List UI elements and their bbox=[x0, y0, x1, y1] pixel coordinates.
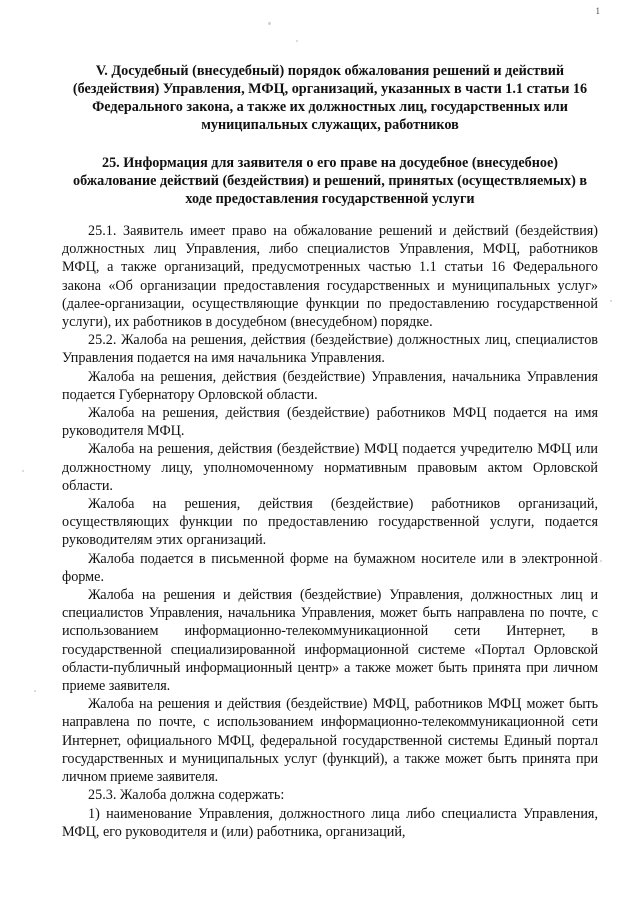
section-heading: V. Досудебный (внесудебный) порядок обжалования решений и действий (бездействия) Управления, МФЦ, организаций, указанных в части 1.1 статьи 16 Федерального закона, а также их должностных лиц, государственных или муниципальных служащих, работников bbox=[72, 63, 588, 133]
scan-speck bbox=[296, 40, 298, 42]
paragraph-complaint-governor: Жалоба на решения, действия (бездействие) Управления, начальника Управления подается Губернатору Орловской области. bbox=[62, 368, 598, 403]
paragraph-complaint-organizations: Жалоба на решения, действия (бездействие) работников организаций, осуществляющих функции по предоставлению государственной услуги, подается руководителям этих организаций. bbox=[62, 496, 598, 549]
subsection-heading: 25. Информация для заявителя о его праве на досудебное (внесудебное) обжалование действий (бездействия) и решений, принятых (осуществляемых) в ходе предоставления государственной услуги bbox=[72, 155, 588, 207]
paragraph-item-1: 1) наименование Управления, должностного лица либо специалиста Управления, МФЦ, его руководителя и (или) работника, организаций, bbox=[62, 805, 598, 840]
paragraph-25-1: 25.1. Заявитель имеет право на обжалование решений и действий (бездействия) должностных лиц Управления, либо специалистов Управления, МФЦ, работников МФЦ, а также организаций, предусмотренных частью 1.1 статьи 16 Федерального закона «Об организации предоставления государственных и муниципальных услуг» (далее-организации, осуществляющие функции по предоставлению государственной услуги), их работников в досудебном (внесудебном) порядке. bbox=[62, 223, 598, 331]
page-number: 1 bbox=[595, 6, 600, 16]
paragraph-complaint-mfc-founder: Жалоба на решения, действия (бездействие) МФЦ подается учредителю МФЦ или должностному лицу, уполномоченному нормативным правовым актом Орловской области. bbox=[62, 441, 598, 494]
document-body bbox=[62, 62, 598, 841]
paragraph-complaint-channels-directorate: Жалоба на решения и действия (бездействие) Управления, должностных лиц и специалистов Управления, начальника Управления, может быть направлена по почте, с использованием информационно-телекоммуникационной сети Интернет, в государственной специализированной информационной системе «Портал Орловской области-публичный информационный центр» а также может быть принята при личном приеме заявителя. bbox=[62, 587, 598, 695]
paragraph-25-2: 25.2. Жалоба на решения, действия (бездействие) должностных лиц, специалистов Управления подается на имя начальника Управления. bbox=[62, 332, 598, 367]
paragraph-25-3: 25.3. Жалоба должна содержать: bbox=[88, 787, 285, 804]
scan-speck bbox=[600, 560, 602, 562]
scan-speck bbox=[268, 22, 271, 25]
scan-speck bbox=[34, 690, 36, 692]
scan-speck bbox=[610, 300, 612, 302]
paragraph-complaint-form: Жалоба подается в письменной форме на бумажном носителе или в электронной форме. bbox=[62, 550, 598, 585]
paragraph-complaint-channels-mfc: Жалоба на решения и действия (бездействие) МФЦ, работников МФЦ может быть направлена по почте, с использованием информационно-телекоммуникационной сети Интернет, официального МФЦ, федеральной государственной системы Единый портал государственных и муниципальных услуг (функций), а также может быть принята при личном приеме заявителя. bbox=[62, 696, 598, 786]
paragraph-complaint-mfc-head: Жалоба на решения, действия (бездействие) работников МФЦ подается на имя руководителя МФЦ. bbox=[62, 405, 598, 440]
scan-speck bbox=[22, 470, 24, 472]
